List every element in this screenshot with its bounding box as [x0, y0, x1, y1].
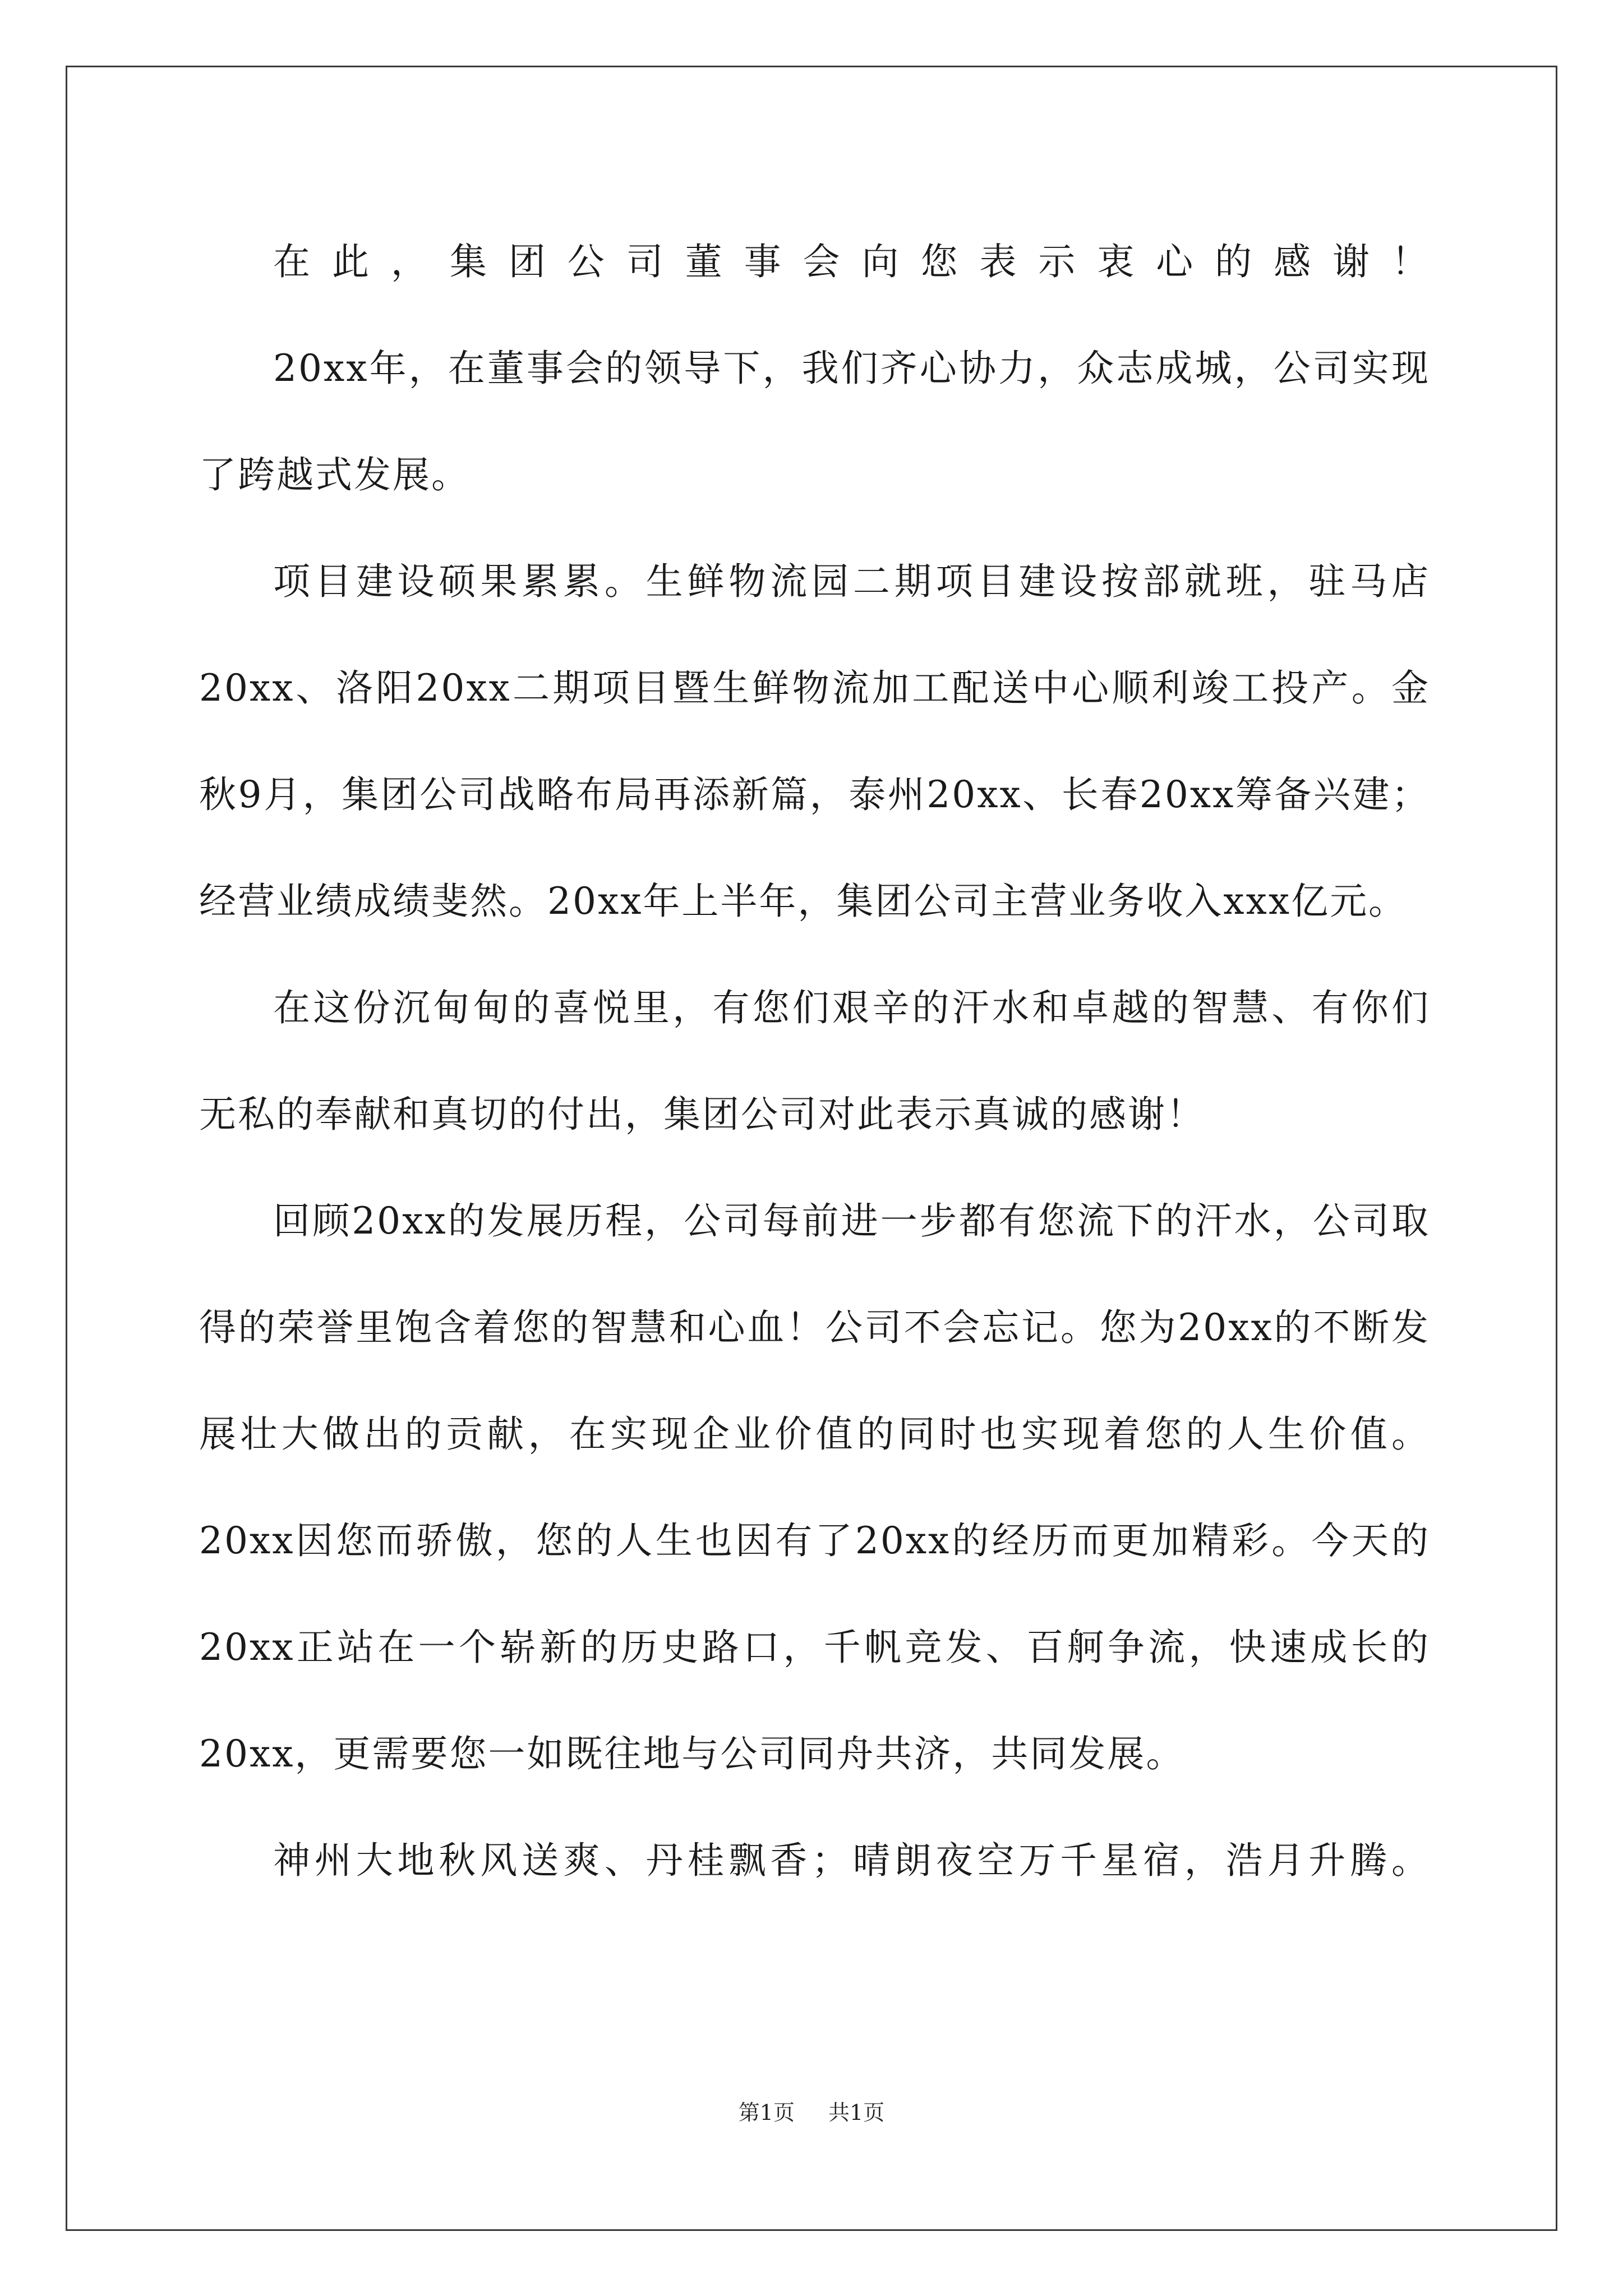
- paragraph-review: 回顾20xx的发展历程，公司每前进一步都有您流下的汗水，公司取得的荣誉里饱含着您的智慧和心血！公司不会忘记。您为20xx的不断发展壮大做出的贡献，在实现企业价值的同时也实现着您的人生价值。20xx因您而骄傲，您的人生也因有了20xx的经历而更加精彩。今天的20xx正站在一个崭新的历史路口，千帆竞发、百舸争流，快速成长的20xx，更需要您一如既往地与公司同舟共济，共同发展。: [199, 1199, 1430, 1775]
- paragraph-gratitude: 在这份沉甸甸的喜悦里，有您们艰辛的汗水和卓越的智慧、有你们无私的奉献和真切的付出，集团公司对此表示真诚的感谢！: [199, 986, 1430, 1136]
- document-body: [199, 209, 1430, 1914]
- paragraph-development: 20xx年，在董事会的领导下，我们齐心协力，众志成城，公司实现了跨越式发展。: [199, 347, 1430, 496]
- page-total: 共1页: [828, 2100, 885, 2125]
- page-number: 第1页: [738, 2100, 795, 2125]
- paragraph-autumn: 神州大地秋风送爽、丹桂飘香；晴朗夜空万千星宿，浩月升腾。: [273, 1839, 1430, 1882]
- page-footer: [0, 2095, 1623, 2126]
- paragraph-thanks: 在此，集团公司董事会向您表示衷心的感谢！: [273, 240, 1430, 283]
- paragraph-projects: 项目建设硕果累累。生鲜物流园二期项目建设按部就班，驻马店20xx、洛阳20xx二期项目暨生鲜物流加工配送中心顺利竣工投产。金秋9月，集团公司战略布局再添新篇，泰州20xx、长春20xx筹备兴建；经营业绩成绩斐然。20xx年上半年，集团公司主营业务收入xxx亿元。: [199, 560, 1430, 923]
